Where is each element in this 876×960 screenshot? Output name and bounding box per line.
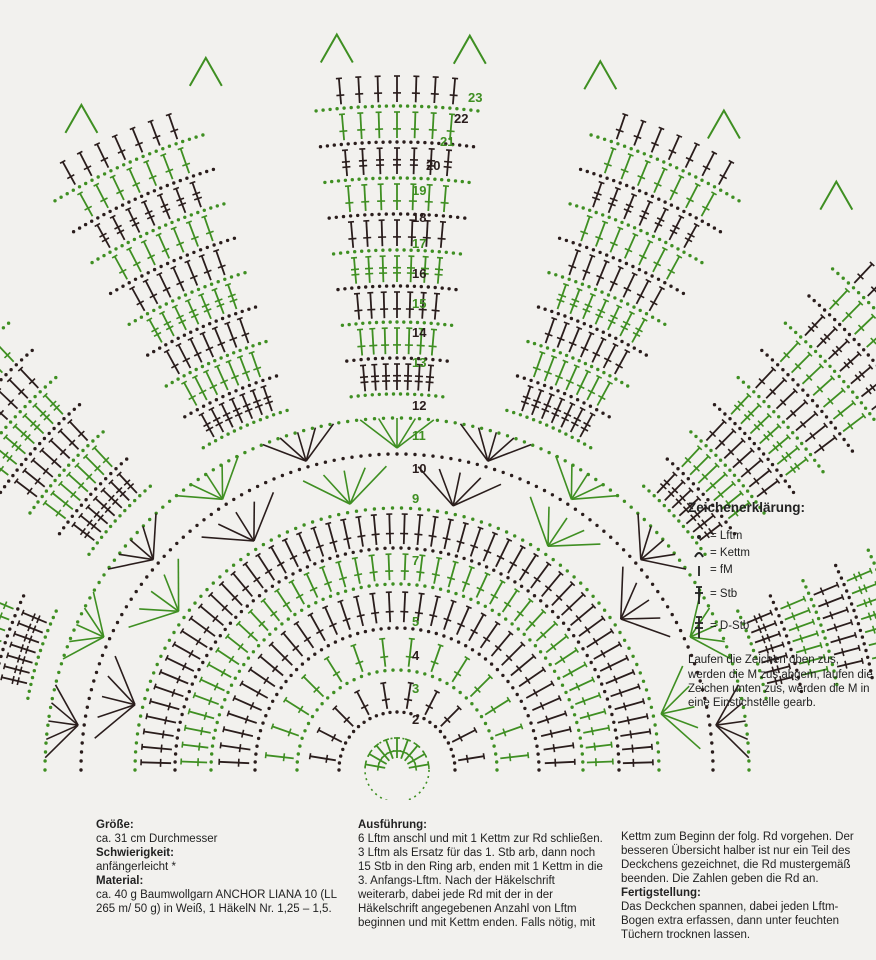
round-number-23: 23 xyxy=(468,90,483,105)
round-number-14: 14 xyxy=(412,325,427,340)
legend-label-treble-crochet: = D-Stb xyxy=(710,620,750,633)
round-number-5: 5 xyxy=(412,614,420,629)
material-text: ca. 40 g Baumwollgarn ANCHOR LIANA 10 (LL 265 m/ 50 g) in Weiß, 1 HäkelN Nr. 1,25 – 1,5. xyxy=(96,889,337,916)
legend-item-slip-stitch xyxy=(688,545,874,562)
legend-title: Zeichenerklärung: xyxy=(688,500,806,515)
legend-item-double-crochet xyxy=(688,579,874,611)
round-number-18: 18 xyxy=(412,210,427,225)
size-heading: Größe: xyxy=(96,819,134,831)
chain-dot-icon xyxy=(688,532,710,542)
legend-label-double-crochet: = Stb xyxy=(710,588,738,601)
legend-note: Laufen die Zeichen oben zus, werden die M zus abgem, laufen die Zeichen unten zus, werden die M in eine Einstichstelle gearb. xyxy=(688,654,873,710)
round-number-20: 20 xyxy=(426,158,441,173)
single-crochet-bar-icon xyxy=(688,564,710,578)
finishing-heading: Fertigstellung: xyxy=(621,887,701,900)
size-text: ca. 31 cm Durchmesser xyxy=(96,833,218,846)
legend-label-chain: = Lftm xyxy=(710,529,743,542)
round-number-7: 7 xyxy=(412,553,420,568)
execution-heading: Ausführung: xyxy=(358,819,427,831)
info-column-1 xyxy=(96,818,346,916)
slip-stitch-arc-icon xyxy=(688,548,710,560)
legend xyxy=(688,500,874,722)
round-number-21: 21 xyxy=(440,134,455,149)
legend-label-single-crochet: = fM xyxy=(710,563,733,576)
round-number-3: 3 xyxy=(412,681,420,696)
legend-label-slip-stitch: = Kettm xyxy=(710,546,750,559)
round-number-22: 22 xyxy=(454,111,469,126)
round-number-19: 19 xyxy=(412,183,427,198)
round-number-15: 15 xyxy=(412,296,427,311)
round-number-4: 4 xyxy=(412,648,420,663)
round-number-13: 13 xyxy=(412,355,427,370)
execution-text: 6 Lftm anschl und mit 1 Kettm zur Rd schließen. 3 Lftm als Ersatz für das 1. Stb arb, dann noch 15 Stb in den Ring arb, enden mit 1 Kettm in die 3. Anfangs-Lftm. Nach der Häkelschrift weiterarb, dabei jede Rd mit der in der Häkelschrift angegebenen Anzahl von Lftm beginnen und mit Kettm enden. Falls nötig, mit xyxy=(358,833,603,930)
round-number-9: 9 xyxy=(412,491,420,506)
difficulty-heading: Schwierigkeit: xyxy=(96,847,174,860)
round-number-17: 17 xyxy=(412,236,427,251)
info-column-2 xyxy=(358,818,604,930)
round-number-11: 11 xyxy=(412,428,426,443)
difficulty-text: anfängerleicht * xyxy=(96,861,176,874)
treble-crochet-cross-icon xyxy=(688,615,710,639)
legend-item-single-crochet xyxy=(688,562,874,579)
double-crochet-cross-icon xyxy=(688,585,710,605)
round-number-16: 16 xyxy=(412,266,427,281)
info-column-3 xyxy=(621,830,871,942)
round-number-10: 10 xyxy=(412,461,427,476)
round-number-2: 2 xyxy=(412,712,420,727)
material-heading: Material: xyxy=(96,875,144,888)
legend-item-chain xyxy=(688,528,874,545)
execution-text-continued: Kettm zum Beginn der folg. Rd vorgehen. Der besseren Übersicht halber ist nur ein Teil des Deckchens gezeichnet, die Rd mustergemäß beenden. Die Zahlen geben die Rd an. xyxy=(621,831,854,886)
round-number-12: 12 xyxy=(412,398,427,413)
finishing-text: Das Deckchen spannen, dabei jeden Lftm-Bogen extra erfassen, dann unter feuchten Tüchern trocknen lassen. xyxy=(621,901,840,942)
legend-item-treble-crochet xyxy=(688,611,874,643)
